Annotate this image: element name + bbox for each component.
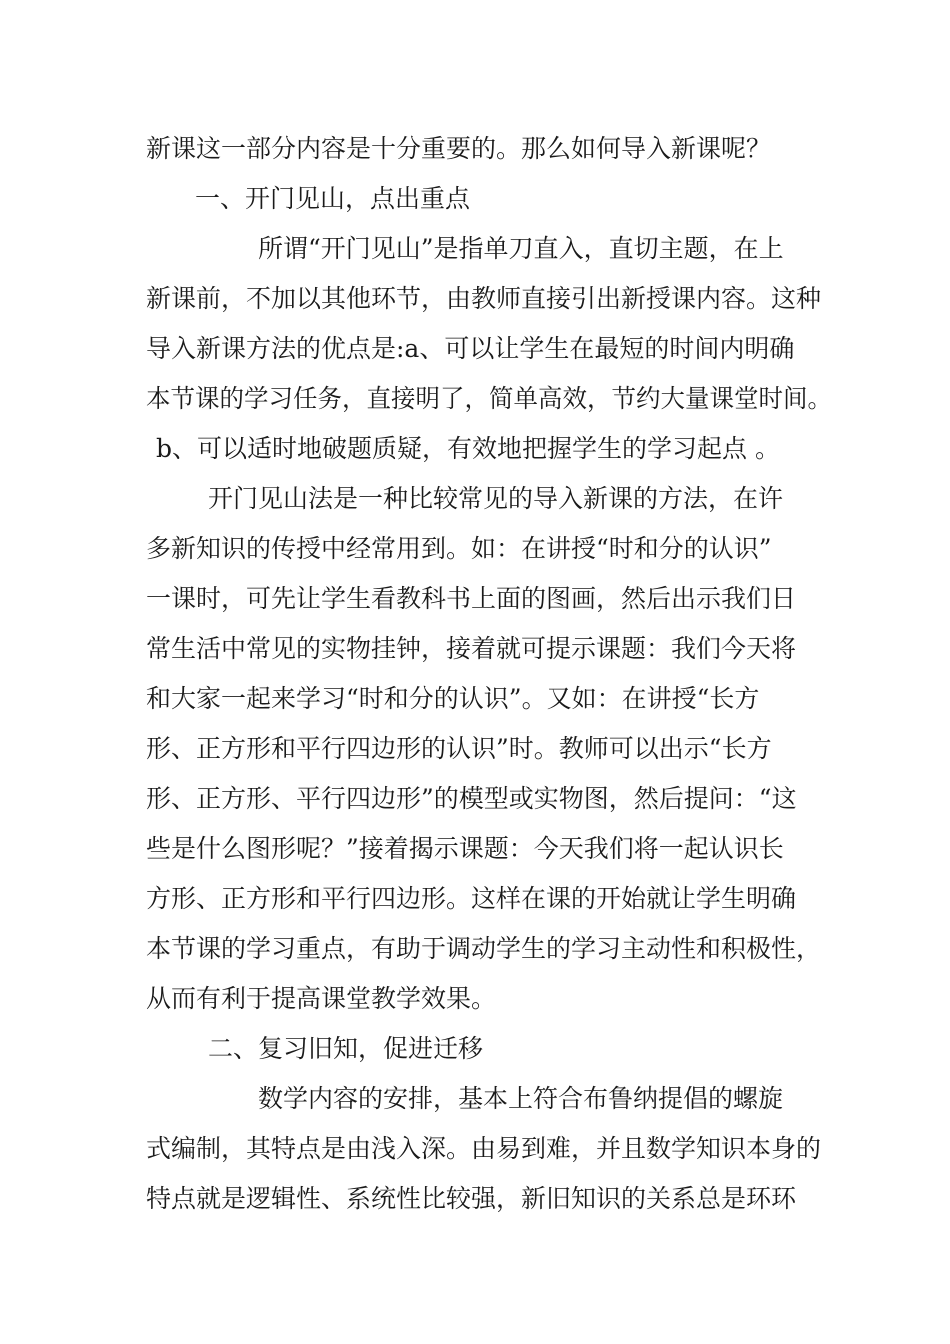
text-line-12: 和大家一起来学习“时和分的认识”。又如：在讲授“长方 xyxy=(146,684,760,713)
text-line-20: 数学内容的安排，基本上符合布鲁纳提倡的螺旋 xyxy=(258,1084,784,1113)
text-line-9: 多新知识的传授中经常用到。如：在讲授“时和分的认识” xyxy=(146,534,772,563)
text-line-15: 些是什么图形呢？”接着揭示课题：今天我们将一起认识长 xyxy=(146,834,784,863)
text-line-1: 新课这一部分内容是十分重要的。那么如何导入新课呢？ xyxy=(146,134,772,163)
section-heading-2: 二、复习旧知，促进迁移 xyxy=(208,1034,484,1063)
text-line-18: 从而有利于提高课堂教学效果。 xyxy=(146,984,497,1013)
text-line-7: b、可以适时地破题质疑，有效地把握学生的学习起点 。 xyxy=(156,434,780,463)
text-line-11: 常生活中常见的实物挂钟，接着就可提示课题：我们今天将 xyxy=(146,634,797,663)
text-line-14: 形、正方形、平行四边形”的模型或实物图，然后提问：“这 xyxy=(146,784,797,813)
text-line-17: 本节课的学习重点，有助于调动学生的学习主动性和积极性， xyxy=(146,934,822,963)
section-heading-1: 一、开门见山，点出重点 xyxy=(195,184,471,213)
text-line-8: 开门见山法是一种比较常见的导入新课的方法，在许 xyxy=(208,484,784,513)
text-line-4: 新课前，不加以其他环节，由教师直接引出新授课内容。这种 xyxy=(146,284,822,313)
text-line-3: 所谓“开门见山”是指单刀直入，直切主题，在上 xyxy=(258,234,784,263)
text-line-10: 一课时，可先让学生看教科书上面的图画，然后出示我们日 xyxy=(146,584,797,613)
text-line-13: 形、正方形和平行四边形的认识”时。教师可以出示“长方 xyxy=(146,734,772,763)
text-line-21: 式编制，其特点是由浅入深。由易到难，并且数学知识本身的 xyxy=(146,1134,822,1163)
text-line-5: 导入新课方法的优点是:a、可以让学生在最短的时间内明确 xyxy=(146,334,795,363)
text-line-16: 方形、正方形和平行四边形。这样在课的开始就让学生明确 xyxy=(146,884,797,913)
text-line-6: 本节课的学习任务，直接明了，简单高效，节约大量课堂时间。 xyxy=(146,384,833,413)
text-line-22: 特点就是逻辑性、系统性比较强，新旧知识的关系总是环环 xyxy=(146,1184,797,1213)
